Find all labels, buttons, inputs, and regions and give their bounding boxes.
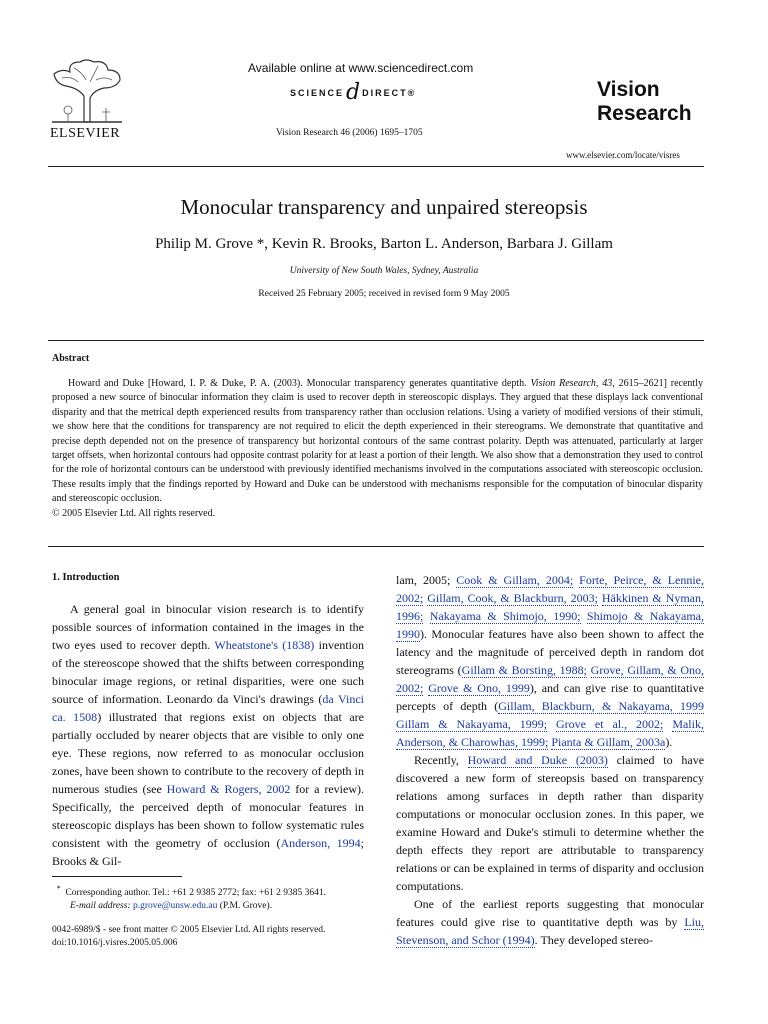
right-column — [396, 571, 704, 949]
abstract-top-divider — [48, 340, 704, 341]
author-affiliation: University of New South Wales, Sydney, Australia — [289, 266, 479, 276]
body-text: One of the earliest reports suggesting that monocular features could give rise to quantitative depth was by — [396, 897, 704, 929]
footnote-divider — [52, 876, 182, 877]
citation-link[interactable]: Nakayama & Shimojo, 1990; — [429, 609, 581, 623]
journal-url-link[interactable]: www.elsevier.com/locate/visres — [566, 150, 680, 160]
email-label: E-mail address: — [70, 901, 131, 912]
footnote-line-1 — [52, 882, 382, 900]
citation-link[interactable]: Shimojo & Nakayama, 1990 — [396, 609, 704, 641]
body-text: claimed to have discovered a new form of stereopsis based on transparency relations among surfaces in depth rather than disparity computations or monocular occlusion zones. In this paper, we examine Howard and Duke's stimuli to determine whether the depth effects they report are attributable to transparency relations or can be explained in terms of disparity and occlusion computations. — [396, 753, 705, 893]
article-authors: Philip M. Grove *, Kevin R. Brooks, Barton L. Anderson, Barbara J. Gillam — [155, 236, 613, 252]
left-column — [52, 571, 364, 870]
abstract-heading: Abstract — [52, 353, 90, 364]
body-text: . They developed stereo- — [534, 933, 654, 947]
intro-text: ) illustrated that regions exist on objects that are partially occluded by nearer objects that are visible to only one eye. These regions, now referred to as monocular occlusion zones, have been shown to contribute to the recovery of depth in numerous studies (see — [52, 710, 364, 796]
journal-title — [597, 78, 692, 126]
citation-link[interactable]: Cook & Gillam, 2004; — [456, 573, 574, 587]
citation-link[interactable]: Grove & Ono, 1999 — [428, 681, 530, 695]
right-paragraph-3 — [396, 895, 704, 949]
abstract-journal: Vision Research, — [530, 378, 599, 389]
front-matter-line: 0042-6989/$ - see front matter © 2005 Elsevier Ltd. All rights reserved. — [52, 925, 326, 935]
footnote-text: Corresponding author. Tel.: +61 2 9385 2772; fax: +61 2 9385 3641. — [65, 888, 327, 899]
citation-link[interactable]: Malik, Anderson, & Charowhas, 1999; — [396, 717, 704, 749]
body-text — [581, 609, 587, 623]
citation-link[interactable]: Häkkinen & Nyman, 1996; — [396, 591, 705, 623]
publisher-name: ELSEVIER — [50, 126, 121, 141]
right-paragraph-1 — [396, 571, 704, 751]
citation-link[interactable]: Gillam, Blackburn, & Nakayama, 1999 — [498, 699, 704, 713]
article-title: Monocular transparency and unpaired stereopsis — [180, 195, 588, 219]
sd-logo-left: SCIENCE — [290, 88, 345, 98]
footnote — [52, 882, 382, 913]
footnote-marker: * — [56, 884, 61, 893]
body-text — [547, 717, 556, 731]
citation-link[interactable]: Gillam & Nakayama, 1999; — [396, 717, 548, 731]
footnote-line-2 — [52, 900, 382, 913]
journal-title-line-1: Vision — [597, 78, 660, 101]
citation-link[interactable]: Gillam & Borsting, 1988; — [461, 663, 587, 677]
intro-paragraph-1 — [52, 600, 364, 870]
doi-text: doi:10.1016/j.visres.2005.05.006 — [52, 938, 178, 948]
body-text: ). — [665, 735, 673, 749]
citation-link[interactable]: Howard & Rogers, 2002 — [166, 782, 291, 796]
citation-link[interactable]: Liu, Stevenson, and Schor (1994) — [396, 915, 704, 947]
sd-logo-at-icon: d — [346, 80, 361, 105]
intro-text: invention of the stereoscope showed that the shifts between corresponding binocular image regions, or retinal disparities, were one such source of information. Leonardo da Vinci's drawings ( — [52, 638, 364, 706]
citation-link[interactable]: Grove et al., 2002; — [555, 717, 664, 731]
elsevier-tree-logo — [48, 58, 126, 124]
citation-link[interactable]: Wheatstone's (1838) — [214, 638, 315, 652]
body-text: ). Monocular features have also been shown to affect the latency and the magnitude of perceived depth in random dot stereograms ( — [396, 627, 704, 677]
right-paragraph-2 — [396, 751, 704, 895]
intro-text: A general goal in binocular vision research is to identify possible sources of information contained in the images in the two eyes used to recover depth. — [52, 602, 364, 652]
abstract-text-3: , 2615–2621] recently proposed a new source of binocular information they claim is used to recover depth in stereoscopic displays. They argued that these displays lack conventional disparity and that the metrical depth experienced results from transparency rather than occlusion relations. Using a variety of modified versions of their stimuli, we show here that the conditions for transparency are not required to elicit the depth experienced in their stereograms. We demonstrate that quantitative and precise depth depended not on the presence of transparency but horizontal contours of the same contrast polarity. Depth was attenuated, particularly at larger target offsets, when horizontal contours had opposite contrast polarity for at least a portion of their length. We also show that a demonstration they used to control for the role of horizontal contours can be understood with previously identified mechanisms involved in the computations associated with stereoscopic occlusion. These results imply that the findings reported by Howard and Duke can be understood with mechanisms responsible for the computation of binocular disparity and stereoscopic occlusion. — [52, 378, 703, 505]
body-text: lam, 2005; — [396, 573, 457, 587]
header-divider — [48, 166, 704, 167]
citation-link[interactable]: Grove, Gillam, & Ono, 2002; — [396, 663, 704, 695]
abstract-volume: 43 — [602, 378, 613, 389]
abstract-copyright: © 2005 Elsevier Ltd. All rights reserved. — [52, 507, 216, 519]
body-text — [663, 717, 672, 731]
citation-link[interactable]: Forte, Peirce, & Lennie, 2002; — [396, 573, 705, 605]
section-heading: 1. Introduction — [52, 572, 120, 583]
received-dates: Received 25 February 2005; received in revised form 9 May 2005 — [258, 289, 510, 299]
journal-reference: Vision Research 46 (2006) 1695–1705 — [276, 128, 423, 138]
body-text: ), and can give rise to quantitative percepts of depth ( — [396, 681, 704, 713]
body-text: Recently, — [414, 753, 468, 767]
citation-link[interactable]: da Vinci ca. 1508 — [52, 692, 364, 724]
citation-link[interactable]: Anderson, 1994 — [280, 836, 361, 850]
available-online-text: Available online at www.sciencedirect.com — [248, 61, 474, 75]
citation-link[interactable]: Pianta & Gillam, 2003a — [551, 735, 666, 749]
intro-text: for a review). Specifically, the perceived depth of monocular features in stereoscopic displays has been shown to follow systematic rules consistent with the geometry of occlusion ( — [52, 782, 364, 850]
front-matter — [52, 924, 392, 950]
sciencedirect-logo — [290, 80, 416, 105]
email-link[interactable]: p.grove@unsw.edu.au — [132, 901, 218, 912]
citation-link[interactable]: Gillam, Cook, & Blackburn, 2003; — [427, 591, 598, 605]
citation-link[interactable]: Howard and Duke (2003) — [467, 753, 608, 767]
journal-title-line-2: Research — [597, 102, 692, 125]
body-text — [423, 609, 429, 623]
intro-text: ; Brooks & Gil- — [52, 836, 364, 868]
email-suffix: (P.M. Grove). — [219, 901, 272, 912]
abstract-text-1: Howard and Duke [Howard, I. P. & Duke, P. A. (2003). Monocular transparency generates quantitative depth. — [68, 378, 531, 389]
sd-logo-right: DIRECT® — [362, 88, 417, 98]
abstract-body — [52, 377, 703, 521]
abstract-bottom-divider — [48, 546, 704, 547]
